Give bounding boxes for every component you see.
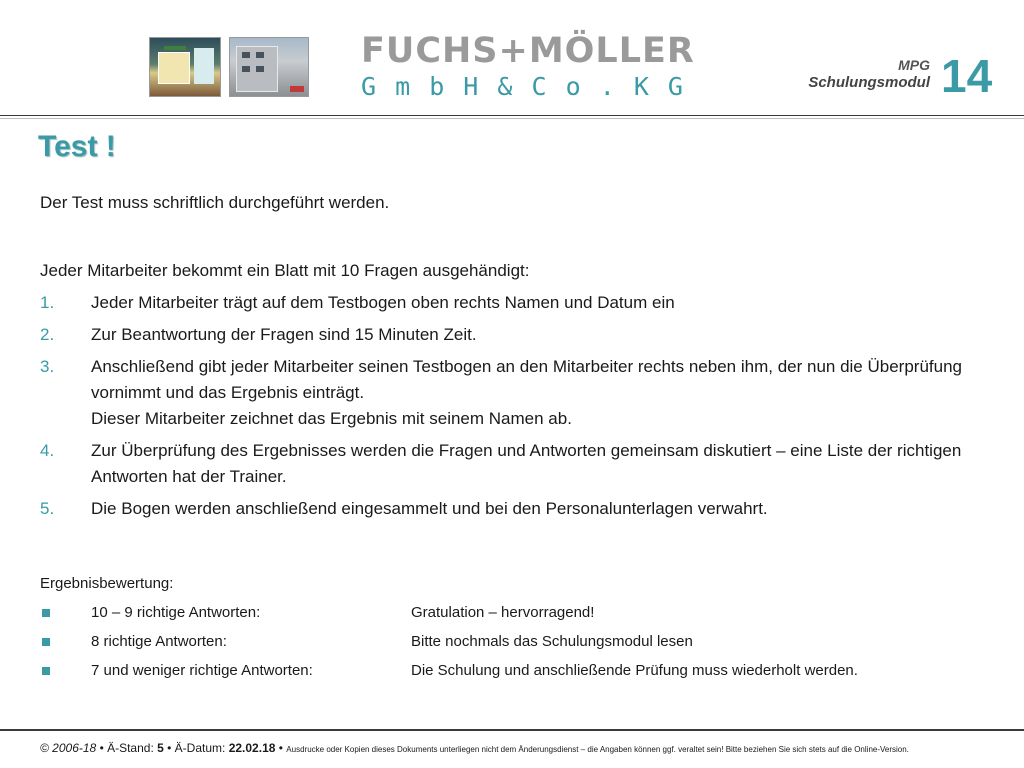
list-item <box>40 322 980 348</box>
list-item-number: 3. <box>40 357 55 376</box>
evaluation-result: Bitte nochmals das Schulungsmodul lesen <box>411 633 693 650</box>
list-item <box>40 354 980 432</box>
page-title: Test ! <box>38 130 116 163</box>
square-bullet-icon <box>42 667 50 675</box>
evaluation-score: 7 und weniger richtige Antworten: <box>91 662 313 679</box>
instructions-paragraph: Jeder Mitarbeiter bekommt ein Blatt mit 10 Fragen ausgehändigt: <box>40 261 530 280</box>
header-divider-secondary <box>0 118 1024 119</box>
module-label: Schulungsmodul <box>808 74 930 91</box>
building-window <box>256 52 264 58</box>
evaluation-row <box>40 662 980 691</box>
evaluation-result: Die Schulung und anschließende Prüfung muss wiederholt werden. <box>411 662 858 679</box>
footer-copyright: © 2006-18 <box>40 741 97 755</box>
company-logo-legal-form: G m b H & C o . K G <box>361 72 685 101</box>
building-window <box>256 66 264 72</box>
company-logo-name: FUCHS+MÖLLER <box>361 31 695 71</box>
building-window <box>242 52 250 58</box>
shop-door <box>194 48 214 84</box>
list-item-text-continued: Dieser Mitarbeiter zeichnet das Ergebnis mit seinem Namen ab. <box>91 409 572 428</box>
list-item-number: 1. <box>40 293 55 312</box>
intro-paragraph: Der Test muss schriftlich durchgeführt werden. <box>40 193 390 212</box>
evaluation-score: 8 richtige Antworten: <box>91 633 227 650</box>
evaluation-result: Gratulation – hervorragend! <box>411 604 595 621</box>
evaluation-title: Ergebnisbewertung: <box>40 575 174 592</box>
footer-disclaimer: Ausdrucke oder Kopien dieses Dokuments unterliegen nicht dem Änderungsdienst – die Angaben können ggf. veraltet sein! Bitte beziehen Sie sich stets auf die Online-Version. <box>286 745 909 754</box>
footer-stand-value: 5 <box>157 741 164 755</box>
evaluation-score: 10 – 9 richtige Antworten: <box>91 604 261 621</box>
footer-stand-label: • Ä-Stand: <box>99 741 158 755</box>
list-item-text: Die Bogen werden anschließend eingesammelt und bei den Personalunterlagen verwahrt. <box>91 499 768 518</box>
page-number: 14 <box>941 50 993 102</box>
list-item-text: Zur Beantwortung der Fragen sind 15 Minuten Zeit. <box>91 325 477 344</box>
footer <box>40 741 1015 755</box>
footer-datum-value: 22.02.18 <box>228 741 276 755</box>
footer-divider <box>0 729 1024 731</box>
list-item <box>40 438 980 490</box>
list-item <box>40 290 980 316</box>
shop-window <box>158 52 190 84</box>
square-bullet-icon <box>42 638 50 646</box>
steps-list <box>40 290 980 528</box>
shop-sign <box>164 46 186 50</box>
list-item-text: Anschließend gibt jeder Mitarbeiter seinen Testbogen an den Mitarbeiter rechts neben ihm, der nun die Überprüfung vornimmt und das Ergebnis einträgt. <box>91 357 962 402</box>
evaluation-row <box>40 604 980 633</box>
square-bullet-icon <box>42 609 50 617</box>
header-divider <box>0 115 1024 116</box>
storefront-photo <box>149 37 221 97</box>
footer-separator: • <box>275 741 287 755</box>
footer-datum-label: • Ä-Datum: <box>163 741 229 755</box>
list-item-text: Zur Überprüfung des Ergebnisses werden die Fragen und Antworten gemeinsam diskutiert – eine Liste der richtigen Antworten hat der Trainer. <box>91 441 962 486</box>
list-item-number: 5. <box>40 499 55 518</box>
parked-car <box>290 86 304 92</box>
header-module-info <box>808 56 930 92</box>
list-item-number: 4. <box>40 441 55 460</box>
list-item-text: Jeder Mitarbeiter trägt auf dem Testbogen oben rechts Namen und Datum ein <box>91 293 675 312</box>
evaluation-row <box>40 633 980 662</box>
building-window <box>242 66 250 72</box>
building-photo <box>229 37 309 97</box>
list-item <box>40 496 980 522</box>
evaluation-table <box>40 604 980 691</box>
list-item-number: 2. <box>40 325 55 344</box>
subject-label: MPG <box>898 57 930 73</box>
